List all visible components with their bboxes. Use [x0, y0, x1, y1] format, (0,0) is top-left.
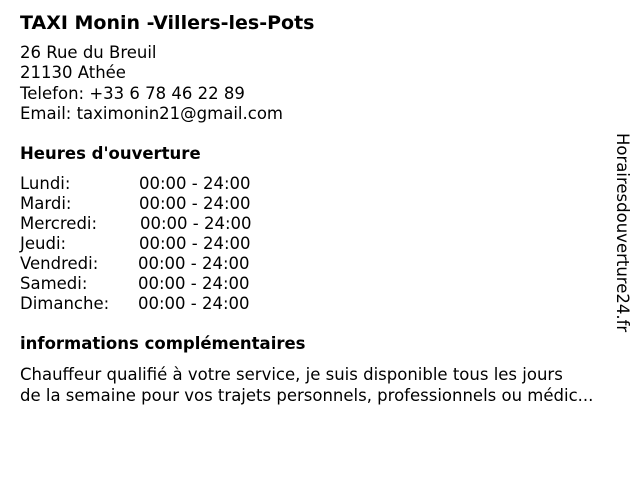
- hours-list: [20, 174, 320, 314]
- hours-row-wednesday: [20, 214, 320, 234]
- day-label: Lundi:: [20, 174, 71, 193]
- address-street: 26 Rue du Breuil: [20, 43, 157, 62]
- day-label: Mardi:: [20, 194, 72, 213]
- info-line-2: de la semaine pour vos trajets personnels, professionnels ou médic...: [20, 385, 594, 405]
- time-range: 00:00 - 24:00: [139, 194, 251, 213]
- time-range: 00:00 - 24:00: [138, 254, 250, 273]
- day-label: Dimanche:: [20, 294, 110, 313]
- info-heading: informations complémentaires: [20, 334, 306, 353]
- time-range: 00:00 - 24:00: [138, 294, 250, 313]
- business-name: TAXI Monin -Villers-les-Pots: [20, 12, 315, 34]
- hours-row-sunday: [20, 294, 320, 314]
- hours-heading: Heures d'ouverture: [20, 144, 201, 163]
- email-address[interactable]: Email: taximonin21@gmail.com: [20, 103, 283, 123]
- hours-row-friday: [20, 254, 320, 274]
- day-label: Vendredi:: [20, 254, 99, 273]
- time-range: 00:00 - 24:00: [139, 234, 251, 253]
- site-watermark-text: Horairesdouverture24.fr: [613, 133, 632, 333]
- phone-number[interactable]: Telefon: +33 6 78 46 22 89: [20, 83, 245, 103]
- time-range: 00:00 - 24:00: [140, 214, 252, 233]
- address-city: 21130 Athée: [20, 63, 126, 83]
- hours-row-saturday: [20, 274, 320, 294]
- info-line-1: Chauffeur qualifié à votre service, je suis disponible tous les jours: [20, 365, 563, 384]
- contact-block: [20, 43, 283, 124]
- day-label: Samedi:: [20, 274, 88, 293]
- day-label: Jeudi:: [20, 234, 67, 253]
- hours-row-tuesday: [20, 194, 320, 214]
- time-range: 00:00 - 24:00: [139, 174, 251, 193]
- site-watermark: [612, 133, 634, 347]
- hours-row-thursday: [20, 234, 320, 254]
- day-label: Mercredi:: [20, 214, 98, 233]
- hours-row-monday: [20, 174, 320, 194]
- info-description: [20, 365, 593, 406]
- time-range: 00:00 - 24:00: [138, 274, 250, 293]
